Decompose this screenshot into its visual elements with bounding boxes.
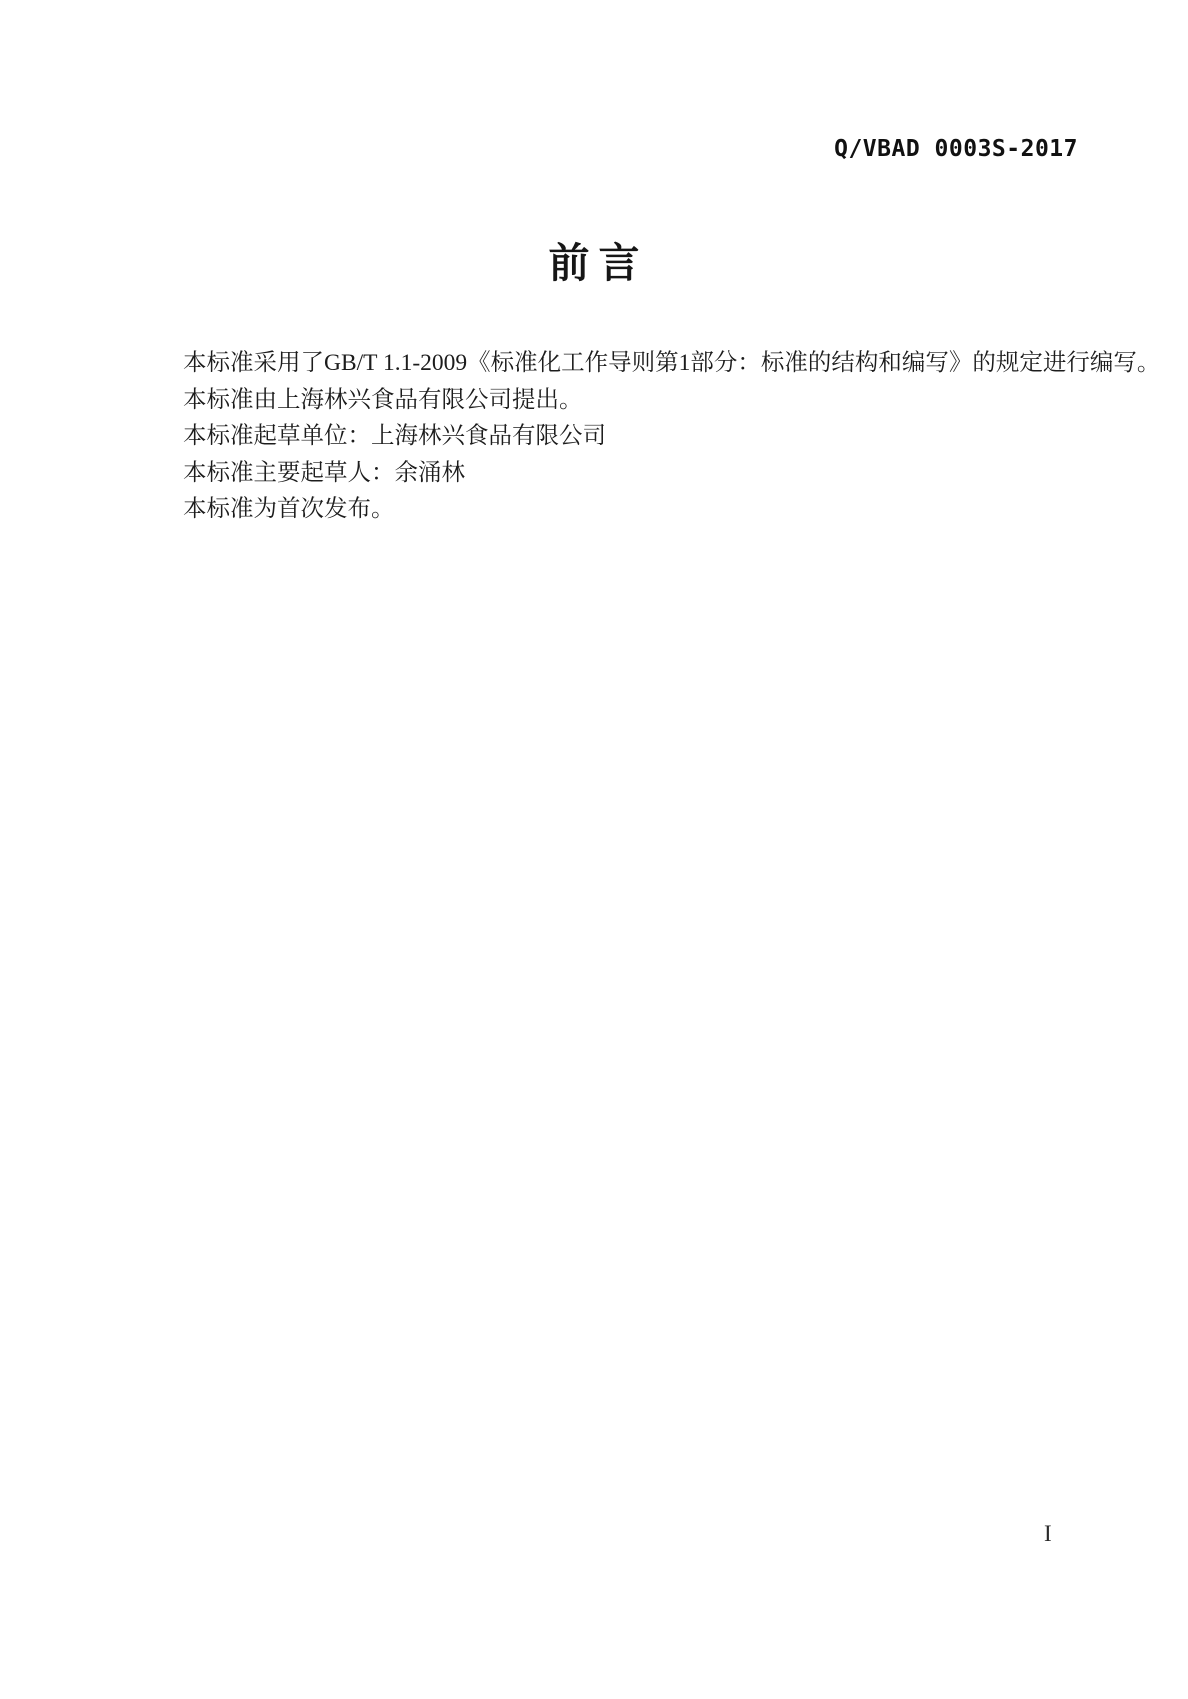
paragraph: 本标准由上海林兴食品有限公司提出。 (183, 386, 583, 413)
page-title: 前言 (548, 240, 649, 286)
paragraph: 本标准起草单位：上海林兴食品有限公司 (183, 423, 606, 449)
paragraph: 本标准主要起草人：余涌林 (183, 459, 465, 486)
paragraph: 本标准为首次发布。 (183, 496, 395, 522)
foreword-body (183, 345, 1161, 528)
page-number: I (1044, 1521, 1052, 1546)
standard-number-header: Q/VBAD 0003S-2017 (834, 136, 1078, 162)
paragraph: 本标准采用了GB/T 1.1-2009《标准化工作导则第1部分：标准的结构和编写》的规定进行编写。 (183, 350, 1161, 376)
